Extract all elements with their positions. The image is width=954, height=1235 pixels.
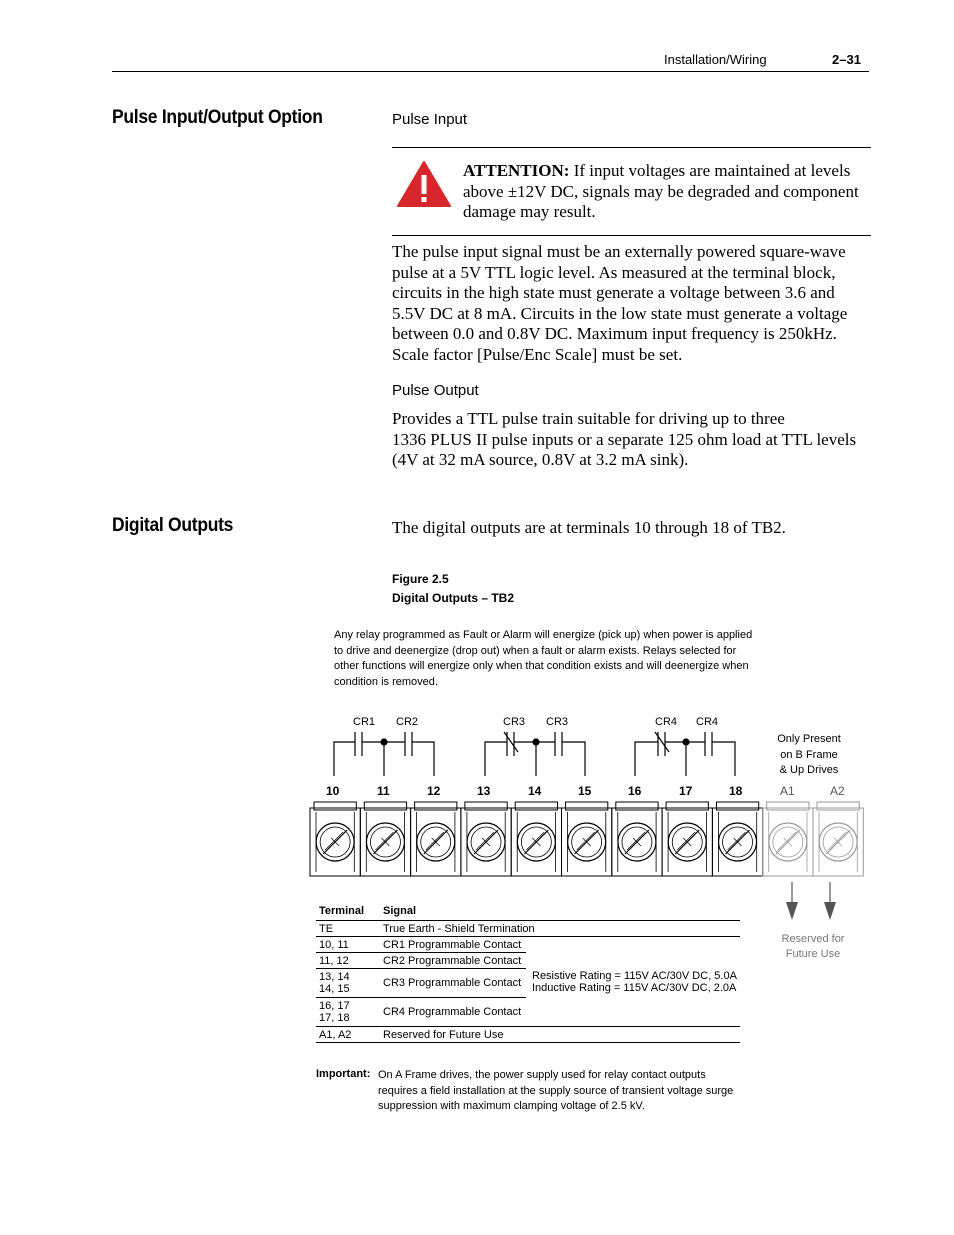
paragraph-line: pulse at a 5V TTL logic level. As measured at the terminal block, bbox=[392, 262, 836, 282]
relay-note bbox=[334, 628, 764, 690]
terminal-number-12: 12 bbox=[427, 784, 441, 798]
note-line: to drive and deenergize (drop out) when a fault or alarm exists. Relays selected for bbox=[334, 644, 737, 657]
cell-signal: CR3 Programmable Contact bbox=[380, 969, 526, 998]
terminal-block-tb2 bbox=[308, 800, 868, 882]
attention-line-2: above ±12V DC, signals may be degraded and component bbox=[463, 181, 859, 201]
pulse-input-heading: Pulse Input bbox=[392, 111, 468, 128]
paragraph-line: circuits in the high state must generate a voltage between 3.6 and bbox=[392, 283, 835, 302]
table-row bbox=[316, 937, 740, 953]
terminal-number-a2: A2 bbox=[830, 784, 845, 798]
figure-title: Digital Outputs – TB2 bbox=[392, 591, 515, 605]
figure-caption bbox=[392, 570, 514, 608]
attention-line-3: damage may result. bbox=[463, 202, 596, 221]
cell-terminal: TE bbox=[316, 921, 380, 937]
running-header-section: Installation/Wiring bbox=[664, 52, 767, 67]
digital-outputs-intro: The digital outputs are at terminals 10 through 18 of TB2. bbox=[392, 518, 786, 537]
optional-terminal-note: Only Present on B Frame & Up Drives bbox=[777, 733, 841, 776]
relay-label-cr2: CR2 bbox=[396, 716, 419, 728]
terminal-screw bbox=[411, 802, 461, 876]
relay-label-cr4-no: CR4 bbox=[696, 716, 719, 728]
cell-terminal: A1, A2 bbox=[316, 1027, 380, 1043]
header-rule bbox=[112, 71, 869, 72]
cell-signal: CR1 Programmable Contact bbox=[380, 937, 526, 953]
pulse-output-heading: Pulse Output bbox=[392, 382, 479, 399]
terminal-screw bbox=[612, 802, 662, 876]
reserved-arrows bbox=[780, 880, 840, 924]
pulse-output-paragraph bbox=[392, 409, 872, 471]
attention-label: ATTENTION: bbox=[463, 161, 570, 180]
inductive-rating: Inductive Rating = 115V AC/30V DC, 2.0A bbox=[532, 981, 737, 994]
cell-terminal: 10, 11 bbox=[316, 937, 380, 953]
terminal-number-10: 10 bbox=[326, 784, 340, 798]
paragraph-line: (4V at 32 mA source, 0.8V at 3.2 mA sink). bbox=[392, 450, 689, 469]
pulse-section-heading: Pulse Input/Output Option bbox=[112, 107, 323, 128]
paragraph-line: Provides a TTL pulse train suitable for driving up to three bbox=[392, 409, 785, 428]
relay-label-cr4-nc: CR4 bbox=[655, 716, 678, 728]
warning-icon bbox=[396, 160, 452, 208]
note-line: other functions will energize only when that condition exists and will deenergize when bbox=[334, 660, 749, 672]
table-row bbox=[316, 921, 740, 937]
terminal-screw bbox=[662, 802, 712, 876]
page-number: 2–31 bbox=[832, 52, 861, 67]
terminal-number-14: 14 bbox=[528, 784, 542, 798]
cell-signal: Reserved for Future Use bbox=[380, 1027, 740, 1043]
terminal-number-11: 11 bbox=[377, 784, 390, 798]
reserved-note: Reserved for Future Use bbox=[781, 933, 845, 960]
terminal-screw bbox=[310, 802, 360, 876]
attention-block bbox=[463, 161, 873, 223]
terminal-number-15: 15 bbox=[578, 784, 592, 798]
terminal-screw-optional bbox=[813, 802, 863, 876]
paragraph-line: The pulse input signal must be an externally powered square-wave bbox=[392, 242, 846, 261]
relay-label-cr3-no: CR3 bbox=[546, 716, 569, 728]
digital-outputs-heading: Digital Outputs bbox=[112, 515, 234, 536]
attention-line-1: ATTENTION: If input voltages are maintained at levels bbox=[463, 161, 851, 180]
resistive-rating: Resistive Rating = 115V AC/30V DC, 5.0A bbox=[532, 969, 737, 982]
relay-contact-schematic bbox=[330, 728, 750, 778]
pulse-input-paragraph bbox=[392, 242, 872, 365]
terminal-screw-optional bbox=[763, 802, 813, 876]
note-line: Any relay programmed as Fault or Alarm will energize (pick up) when power is applied bbox=[334, 629, 753, 641]
cell-signal: True Earth - Shield Termination bbox=[380, 921, 740, 937]
rating-cell bbox=[526, 937, 740, 1027]
important-text: On A Frame drives, the power supply used for relay contact outputs requires a field installation at the supply source of transient voltage surge suppression with maximum clamping voltage of 2.5 kV. bbox=[378, 1069, 734, 1112]
cell-signal: CR2 Programmable Contact bbox=[380, 953, 526, 969]
cell-terminal: 16, 17 17, 18 bbox=[316, 998, 380, 1027]
paragraph-line: 1336 PLUS II pulse inputs or a separate 125 ohm load at TTL levels bbox=[392, 429, 857, 449]
terminal-signal-table bbox=[316, 902, 740, 1043]
attention-bottom-rule bbox=[392, 235, 871, 236]
terminal-screw bbox=[511, 802, 561, 876]
terminal-number-16: 16 bbox=[628, 784, 642, 798]
terminal-screw bbox=[562, 802, 612, 876]
terminal-screw bbox=[712, 802, 762, 876]
terminal-screw bbox=[461, 802, 511, 876]
terminal-number-18: 18 bbox=[729, 784, 743, 798]
paragraph-line: 5.5V DC at 8 mA. Circuits in the low state must generate a voltage bbox=[392, 303, 848, 323]
terminal-screw bbox=[360, 802, 410, 876]
column-header-terminal: Terminal bbox=[316, 902, 380, 921]
note-line: condition is removed. bbox=[334, 675, 438, 688]
figure-number: Figure 2.5 bbox=[392, 572, 449, 586]
paragraph-line: between 0.0 and 0.8V DC. Maximum input frequency is 250kHz. bbox=[392, 324, 837, 343]
column-header-signal: Signal bbox=[380, 902, 526, 921]
table-header-row bbox=[316, 902, 740, 921]
cell-signal: CR4 Programmable Contact bbox=[380, 998, 526, 1027]
relay-label-cr3-nc: CR3 bbox=[503, 716, 526, 728]
cell-terminal: 11, 12 bbox=[316, 953, 380, 969]
table-row bbox=[316, 1027, 740, 1043]
cell-terminal: 13, 14 14, 15 bbox=[316, 969, 380, 998]
relay-label-cr1: CR1 bbox=[353, 716, 376, 728]
attention-top-rule bbox=[392, 147, 871, 148]
terminal-number-a1: A1 bbox=[780, 784, 795, 798]
terminal-number-17: 17 bbox=[679, 784, 693, 798]
terminal-number-13: 13 bbox=[477, 784, 491, 798]
paragraph-line: Scale factor [Pulse/Enc Scale] must be set. bbox=[392, 344, 683, 364]
important-label: Important: bbox=[316, 1068, 371, 1080]
